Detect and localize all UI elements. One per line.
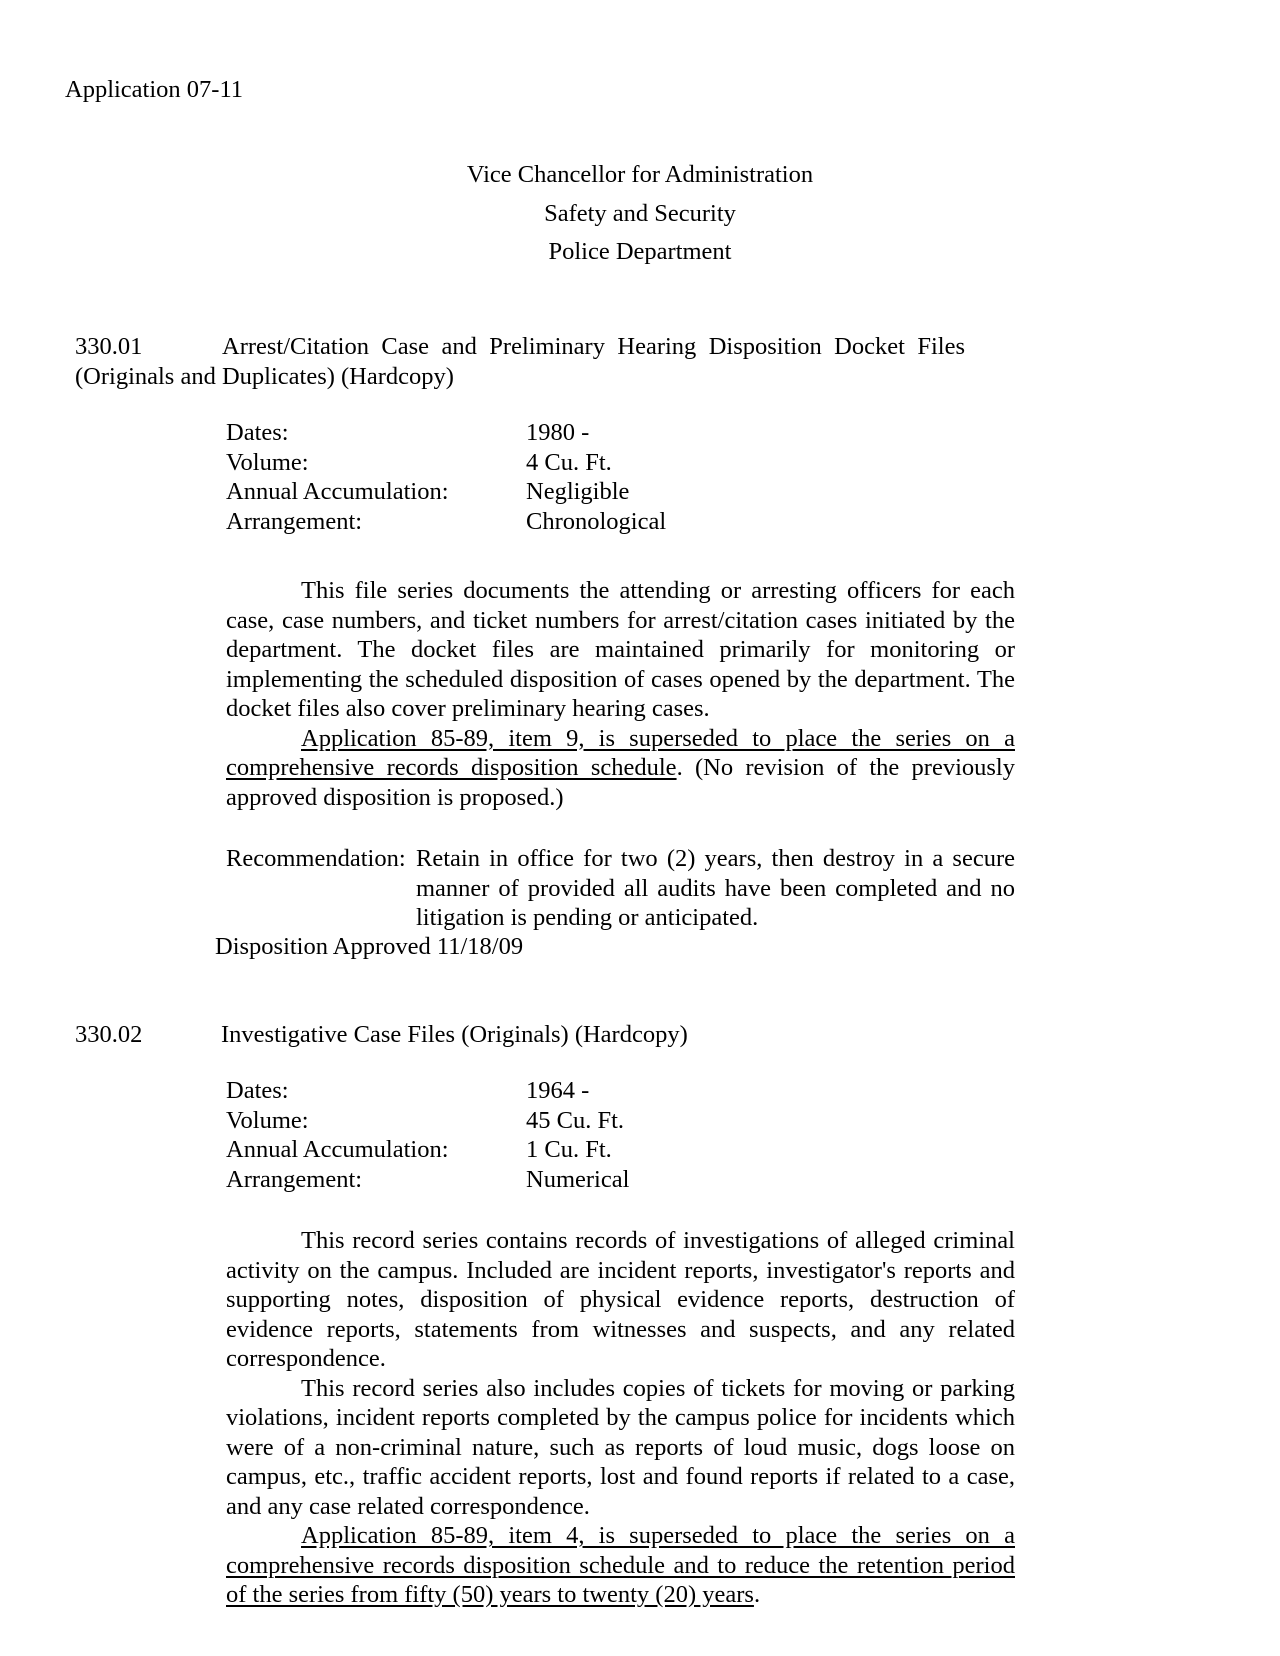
fact-row: [226, 477, 666, 507]
fact-value: Chronological: [526, 507, 667, 535]
fact-row: [226, 1106, 629, 1136]
fact-value: 1964 -: [526, 1077, 590, 1104]
fact-label: Volume:: [226, 1106, 309, 1134]
fact-row: [226, 448, 666, 478]
recommendation-label: Recommendation:: [226, 845, 406, 872]
supersede-paragraph: [226, 724, 1015, 813]
series-description: [226, 1226, 1015, 1610]
series-number: 330.02: [75, 1021, 143, 1048]
fact-label: Annual Accumulation:: [226, 1136, 449, 1163]
department-line: Vice Chancellor for Administration: [466, 161, 814, 188]
series-title: Arrest/Citation Case and Preliminary Hearing Disposition Docket Files (Originals and Duplicates) (Hardcopy): [75, 333, 965, 390]
department-header: [0, 156, 1280, 272]
recommendation-text: Retain in office for two (2) years, then destroy in a secure manner of provided all audits have been completed and no litigation is pending or anticipated.: [416, 845, 1015, 931]
department-line: Police Department: [548, 238, 732, 265]
fact-value: 4 Cu. Ft.: [526, 448, 612, 476]
description-paragraph: This file series documents the attending or arresting officers for each case, case numbers, and ticket numbers for arrest/citation cases initiated by the department. The docket files are maintained primarily for monitoring or implementing the scheduled disposition of cases opened by the department. The docket files also cover preliminary hearing cases.: [226, 577, 1015, 722]
description-paragraph: This record series also includes copies of tickets for moving or parking violations, incident reports completed by the campus police for incidents which were of a non-criminal nature, such as reports of loud music, dogs loose on campus, etc., traffic accident reports, lost and found reports if related to a case, and any case related correspondence.: [226, 1374, 1015, 1520]
fact-label: Annual Accumulation:: [226, 478, 449, 505]
fact-label: Dates:: [226, 1077, 289, 1104]
series-facts: [226, 1076, 629, 1194]
application-id: Application 07-11: [65, 76, 244, 103]
department-line: Safety and Security: [544, 199, 736, 227]
fact-label: Dates:: [226, 419, 289, 446]
fact-row: [226, 1165, 629, 1195]
fact-label: Arrangement:: [226, 507, 363, 535]
description-paragraph: This record series contains records of investigations of alleged criminal activity on the campus. Included are incident reports, investigator's reports and supporting notes, disposition of physical evidence reports, destruction of evidence reports, statements from witnesses and suspects, and any related correspondence.: [226, 1227, 1015, 1372]
supersede-note: Application 85-89, item 9, is superseded to place the series on a comprehensive records disposition schedule: [226, 724, 1015, 781]
supersede-rest: . (No revision of the previously approved disposition is proposed.): [226, 754, 1015, 811]
series-number: 330.01: [75, 333, 143, 360]
fact-value: 45 Cu. Ft.: [526, 1106, 625, 1134]
series-facts: [226, 418, 666, 536]
fact-row: [226, 1135, 629, 1165]
fact-value: Negligible: [526, 478, 630, 505]
supersede-rest: .: [753, 1581, 761, 1608]
fact-row: [226, 418, 666, 448]
fact-value: Numerical: [526, 1165, 630, 1193]
fact-label: Volume:: [226, 448, 309, 476]
fact-row: [226, 507, 666, 537]
fact-row: [226, 1076, 629, 1106]
series-description: [226, 576, 1015, 812]
series-title: Investigative Case Files (Originals) (Hardcopy): [221, 1021, 688, 1048]
fact-value: 1980 -: [526, 419, 590, 446]
fact-value: 1 Cu. Ft.: [526, 1136, 612, 1163]
supersede-paragraph: [226, 1521, 1015, 1610]
disposition-approved: Disposition Approved 11/18/09: [215, 933, 524, 960]
supersede-note: Application 85-89, item 4, is superseded to place the series on a comprehensive records disposition schedule and to reduce the retention period of the series from fifty (50) years to twenty (20) years: [226, 1522, 1015, 1608]
recommendation: [226, 844, 1015, 933]
fact-label: Arrangement:: [226, 1165, 363, 1193]
